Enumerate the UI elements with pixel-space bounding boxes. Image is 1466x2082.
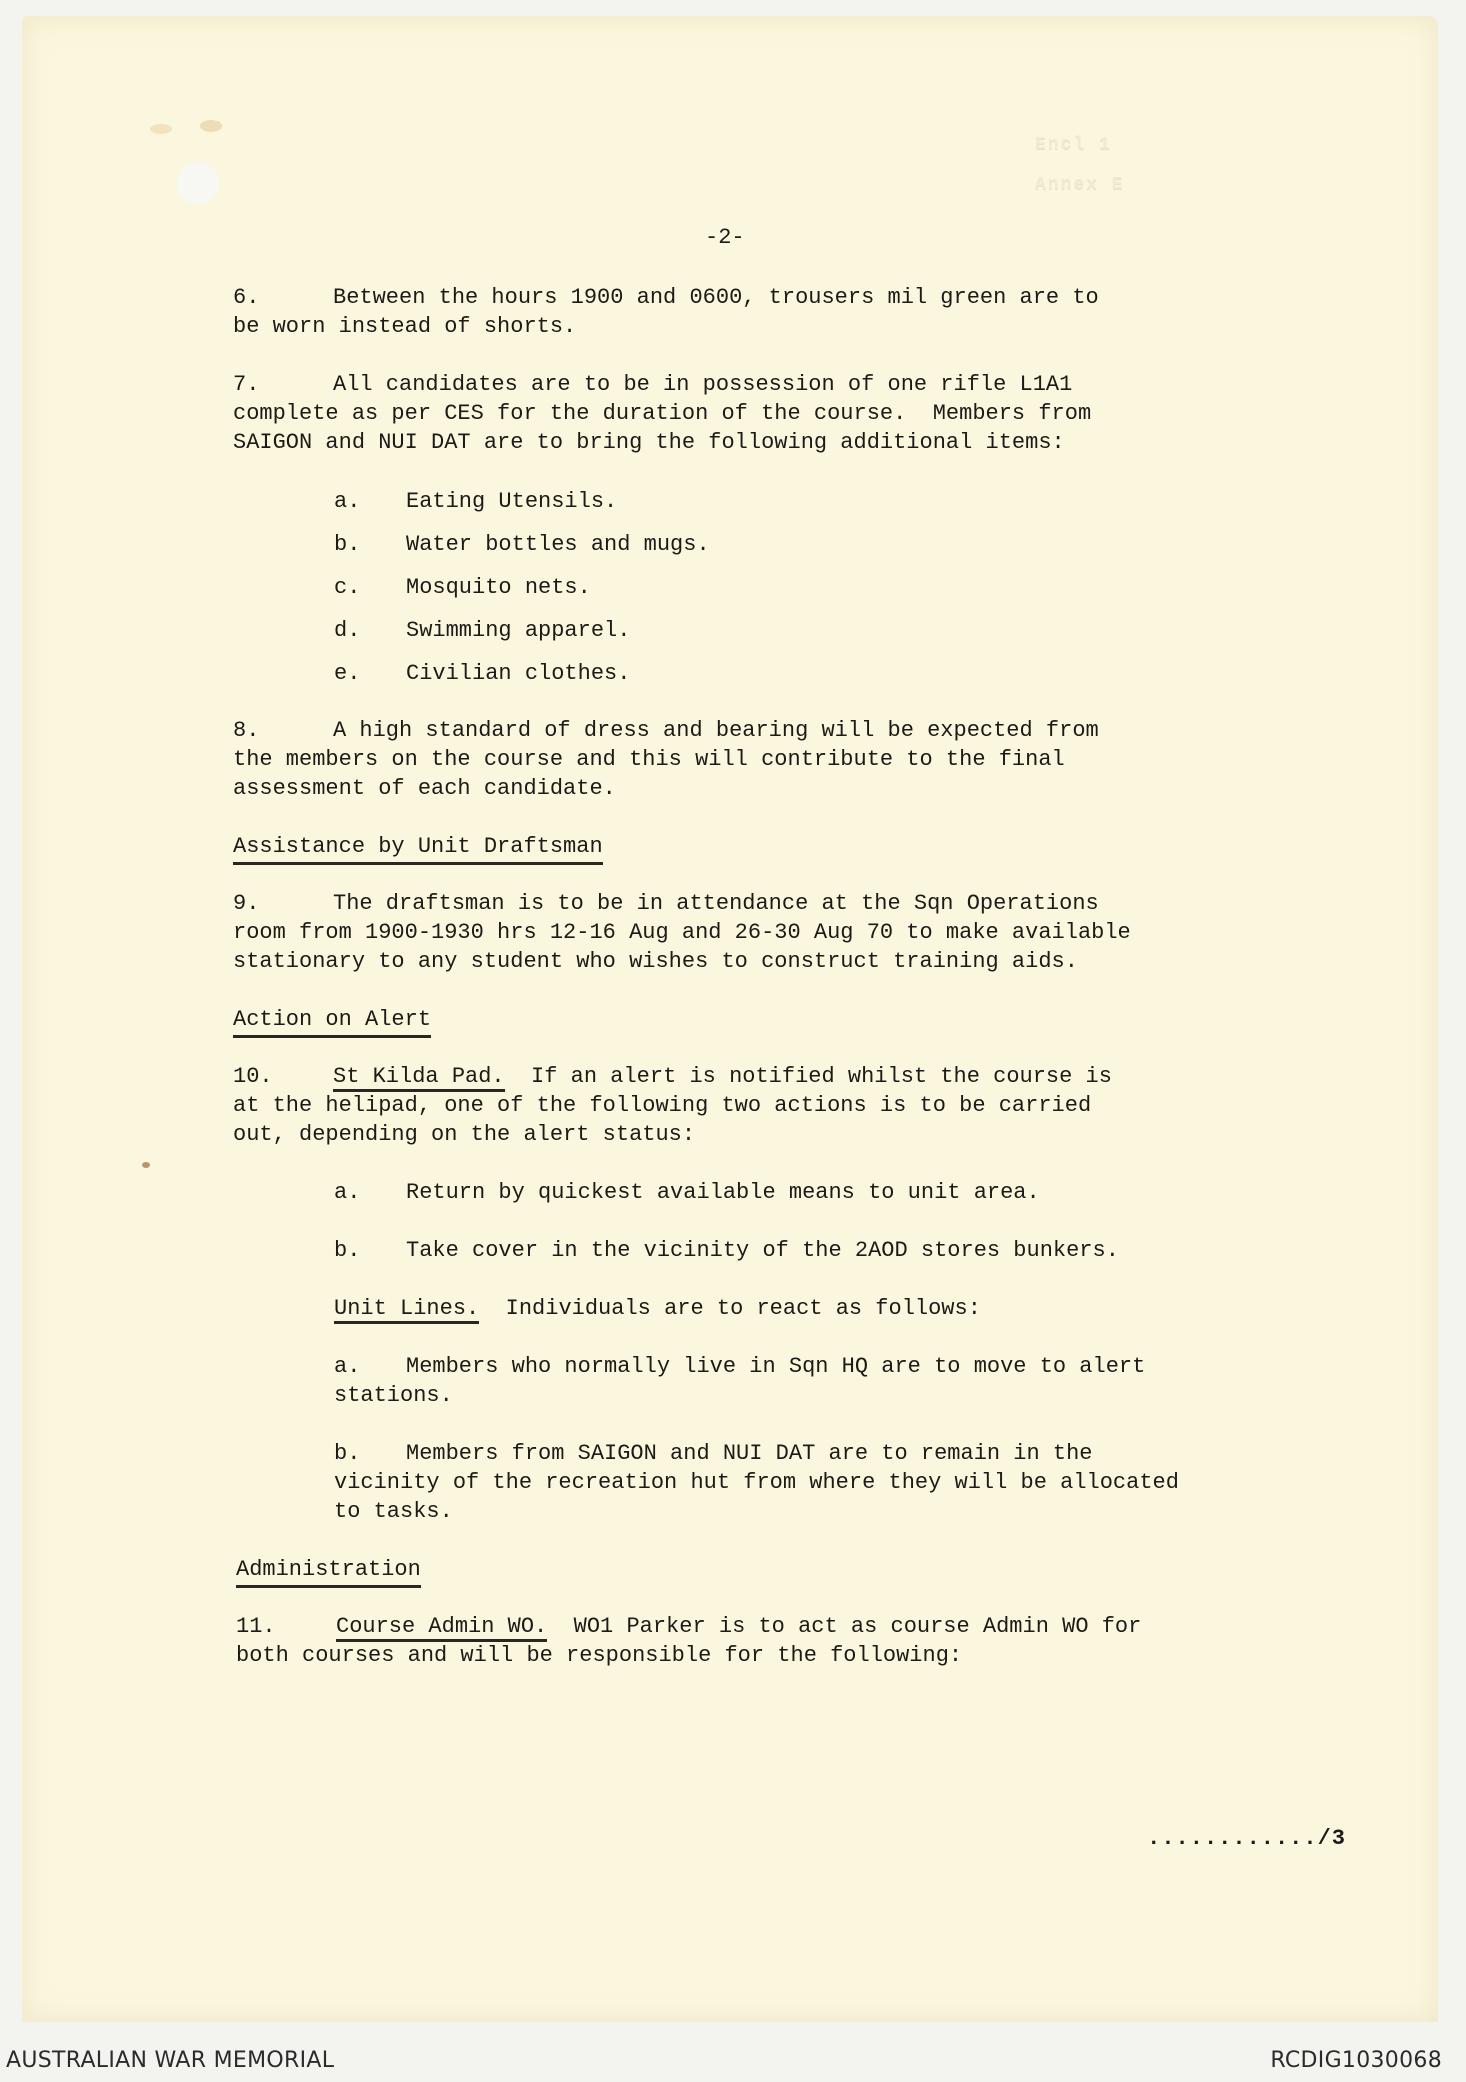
paper-stain [200, 120, 222, 132]
faint-stamp: Encl 1 Annex E [1035, 135, 1125, 195]
para-7-line-2: complete as per CES for the duration of the course. Members from [233, 401, 1092, 426]
para-9-line-1: 9. The draftsman is to be in attendance at the Sqn Operations [233, 891, 1099, 916]
para-8-line-3: assessment of each candidate. [233, 776, 616, 801]
section-heading-administration: Administration [236, 1555, 421, 1588]
list-item: b. Members from SAIGON and NUI DAT are to remain in the [334, 1441, 1093, 1466]
continuation-marker: ............/3 [1147, 1826, 1346, 1851]
para-9-line-3: stationary to any student who wishes to construct training aids. [233, 949, 1078, 974]
unit-lines-line: Unit Lines. Individuals are to react as follows: [334, 1294, 981, 1323]
para-6-line-2: be worn instead of shorts. [233, 314, 577, 339]
para-10-line-3: out, depending on the alert status: [233, 1122, 696, 1147]
list-item: b. Take cover in the vicinity of the 2AOD stores bunkers. [334, 1238, 1119, 1263]
footer-source: AUSTRALIAN WAR MEMORIAL [6, 2048, 335, 2073]
paper-stain [150, 124, 172, 134]
section-heading-draftsman: Assistance by Unit Draftsman [233, 832, 603, 865]
para-10-line-2: at the helipad, one of the following two actions is to be carried [233, 1093, 1092, 1118]
para-8-line-2: the members on the course and this will contribute to the final [233, 747, 1065, 772]
list-item: d. Swimming apparel. [334, 618, 631, 643]
section-heading-alert: Action on Alert [233, 1005, 431, 1038]
sub-heading-st-kilda-pad: St Kilda Pad. [333, 1064, 505, 1092]
para-6-line-1: 6. Between the hours 1900 and 0600, trousers mil green are to [233, 285, 1099, 310]
list-item: b. Water bottles and mugs. [334, 532, 710, 557]
punch-hole [177, 162, 219, 204]
list-item-cont: vicinity of the recreation hut from where they will be allocated [334, 1470, 1179, 1495]
list-item: a. Return by quickest available means to unit area. [334, 1180, 1040, 1205]
list-item: e. Civilian clothes. [334, 661, 631, 686]
para-7-line-1: 7. All candidates are to be in possession of one rifle L1A1 [233, 372, 1073, 397]
para-11-line-2: both courses and will be responsible for the following: [236, 1643, 963, 1668]
list-item-cont: stations. [334, 1383, 453, 1408]
sub-heading-unit-lines: Unit Lines. [334, 1296, 479, 1324]
list-item-cont: to tasks. [334, 1499, 453, 1524]
para-11-line-1: 11. Course Admin WO. WO1 Parker is to act as course Admin WO for [236, 1612, 1141, 1641]
footer-record-id: RCDIG1030068 [1270, 2048, 1442, 2073]
para-10-line-1: 10. St Kilda Pad. If an alert is notified whilst the course is [233, 1062, 1112, 1091]
list-item: a. Members who normally live in Sqn HQ are to move to alert [334, 1354, 1146, 1379]
page-number: -2- [705, 225, 745, 250]
paper-stain [142, 1162, 150, 1168]
list-item: a. Eating Utensils. [334, 489, 618, 514]
para-8-line-1: 8. A high standard of dress and bearing will be expected from [233, 718, 1099, 743]
sub-heading-course-admin-wo: Course Admin WO. [336, 1614, 547, 1642]
para-7-line-3: SAIGON and NUI DAT are to bring the following additional items: [233, 430, 1065, 455]
list-item: c. Mosquito nets. [334, 575, 591, 600]
para-9-line-2: room from 1900-1930 hrs 12-16 Aug and 26-30 Aug 70 to make available [233, 920, 1131, 945]
